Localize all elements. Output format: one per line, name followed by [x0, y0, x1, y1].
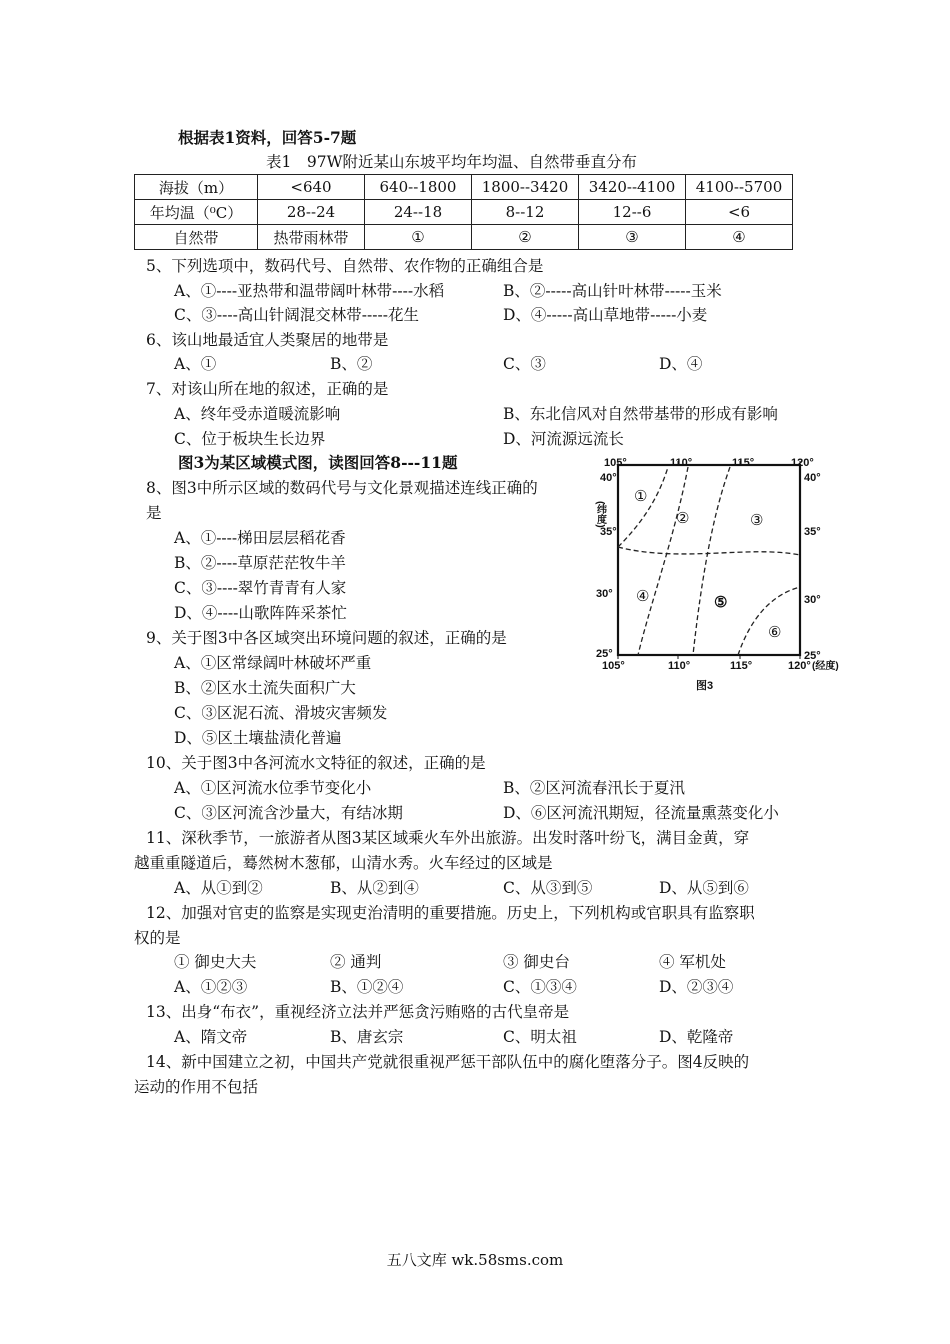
- q8-option-a: A、①----梯田层层稻花香: [174, 529, 346, 547]
- right-lat-label-25: 25°: [804, 650, 821, 662]
- question-13-stem: 13、出身“布衣”，重视经济立法并严惩贪污贿赂的古代皇帝是: [146, 1003, 570, 1021]
- table1: [134, 174, 793, 250]
- bottom-lon-label-105: 105°: [602, 660, 625, 672]
- table-cell: 12--6: [579, 200, 686, 225]
- q5-option-a: A、①----亚热带和温带阔叶林带----水稻: [174, 282, 445, 300]
- q5-option-d: D、④-----高山草地带-----小麦: [503, 306, 708, 324]
- region-label-4: ④: [636, 588, 650, 605]
- table-cell: ①: [365, 225, 472, 250]
- question-11-stem-line2: 越重重隧道后，蓦然树木葱郁，山清水秀。火车经过的区域是: [134, 854, 553, 872]
- q6-option-d: D、④: [659, 355, 703, 373]
- q12-option-a: A、①②③: [174, 978, 248, 996]
- q12-option-c: C、①③④: [503, 978, 577, 996]
- boundary-line: [738, 587, 800, 655]
- q12-item-4: ④ 军机处: [659, 953, 726, 971]
- q9-option-d: D、⑤区土壤盐渍化普遍: [174, 729, 342, 747]
- right-lat-label-35: 35°: [804, 526, 821, 538]
- footer-watermark: 五八文库 wk.58sms.com: [386, 1251, 564, 1269]
- table-cell: <6: [686, 200, 793, 225]
- q9-option-a: A、①区常绿阔叶林破坏严重: [174, 654, 372, 672]
- q6-option-a: A、①: [174, 355, 217, 373]
- table-cell: 1800--3420: [472, 175, 579, 200]
- q6-option-c: C、③: [503, 355, 546, 373]
- left-lat-label-30: 30°: [596, 588, 613, 600]
- question-12-stem-line1: 12、加强对官吏的监察是实现吏治清明的重要措施。历史上，下列机构或官职具有监察职: [146, 904, 755, 922]
- section-heading-1: 根据表1资料，回答5-7题: [178, 128, 357, 147]
- figure-3-caption: 图3: [696, 680, 714, 692]
- q5-option-b: B、②-----高山针叶林带-----玉米: [503, 282, 722, 300]
- q13-option-c: C、明太祖: [503, 1028, 577, 1046]
- table-row: [135, 200, 793, 225]
- top-lon-label-120: 120°: [791, 457, 814, 469]
- q11-option-d: D、从⑤到⑥: [659, 879, 749, 897]
- q13-option-d: D、乾隆帝: [659, 1028, 734, 1046]
- table-cell: 自然带: [135, 225, 258, 250]
- right-lat-label-30: 30°: [804, 594, 821, 606]
- question-7-stem: 7、对该山所在地的叙述，正确的是: [146, 380, 389, 398]
- q13-option-a: A、隋文帝: [174, 1028, 248, 1046]
- q12-item-3: ③ 御史台: [503, 953, 570, 971]
- q11-option-c: C、从③到⑤: [503, 879, 593, 897]
- boundary-line: [693, 467, 730, 655]
- right-lat-label-40: 40°: [804, 472, 821, 484]
- q13-option-b: B、唐玄宗: [330, 1028, 404, 1046]
- bottom-lon-label-110: 110°: [668, 660, 691, 672]
- question-14-stem-line2: 运动的作用不包括: [134, 1078, 259, 1096]
- region-label-6: ⑥: [768, 624, 782, 641]
- table-cell: 海拔（m）: [135, 175, 258, 200]
- question-5-stem: 5、下列选项中，数码代号、自然带、农作物的正确组合是: [146, 257, 544, 275]
- q9-option-b: B、②区水土流失面积广大: [174, 679, 356, 697]
- q7-option-a: A、终年受赤道暖流影响: [174, 405, 341, 423]
- q8-option-c: C、③----翠竹青青有人家: [174, 579, 347, 597]
- bottom-lon-label-120: 120°: [788, 660, 811, 672]
- q8-option-b: B、②----草原茫茫牧牛羊: [174, 554, 346, 572]
- lat-unit-label: (纬度): [594, 501, 606, 528]
- table-cell: 3420--4100: [579, 175, 686, 200]
- q10-option-b: B、②区河流春汛长于夏汛: [503, 779, 685, 797]
- region-label-3: ③: [750, 512, 764, 529]
- figure-3-map: [590, 455, 860, 695]
- region-label-1: ①: [634, 488, 648, 505]
- table-cell: ③: [579, 225, 686, 250]
- top-lon-label-110: 110°: [670, 457, 693, 469]
- question-9-stem: 9、关于图3中各区域突出环境问题的叙述，正确的是: [146, 629, 507, 647]
- question-6-stem: 6、该山地最适宜人类聚居的地带是: [146, 331, 389, 349]
- q10-option-c: C、③区河流含沙量大，有结冰期: [174, 804, 403, 822]
- bottom-lon-unit: (经度): [812, 661, 839, 672]
- table-cell: 24--18: [365, 200, 472, 225]
- region-label-2: ②: [676, 510, 690, 527]
- question-12-stem-line2: 权的是: [134, 929, 181, 947]
- q6-option-b: B、②: [330, 355, 373, 373]
- table-row: [135, 175, 793, 200]
- boundary-line: [618, 467, 668, 547]
- q11-option-b: B、从②到④: [330, 879, 419, 897]
- table1-caption: 表1 97W附近某山东坡平均年均温、自然带垂直分布: [266, 153, 638, 171]
- q7-option-d: D、河流源远流长: [503, 430, 624, 448]
- left-lat-label-25: 25°: [596, 648, 613, 660]
- table-cell: 年均温（⁰C）: [135, 200, 258, 225]
- q7-option-b: B、东北信风对自然带基带的形成有影响: [503, 405, 778, 423]
- region-label-5: ⑤: [714, 594, 728, 611]
- q11-option-a: A、从①到②: [174, 879, 263, 897]
- bottom-lon-label-115: 115°: [730, 660, 753, 672]
- question-10-stem: 10、关于图3中各河流水文特征的叙述，正确的是: [146, 754, 486, 772]
- table-cell: 热带雨林带: [258, 225, 365, 250]
- q10-option-d: D、⑥区河流汛期短，径流量熏蒸变化小: [503, 804, 779, 822]
- left-lat-label-40: 40°: [600, 472, 617, 484]
- top-lon-label-105: 105°: [604, 457, 627, 469]
- table-cell: 8--12: [472, 200, 579, 225]
- question-14-stem-line1: 14、新中国建立之初，中国共产党就很重视严惩干部队伍中的腐化堕落分子。图4反映的: [146, 1053, 750, 1071]
- top-lon-label-115: 115°: [732, 457, 755, 469]
- question-8-stem-line1: 8、图3中所示区域的数码代号与文化景观描述连线正确的: [146, 479, 538, 497]
- q12-option-b: B、①②④: [330, 978, 404, 996]
- table-cell: ④: [686, 225, 793, 250]
- table-cell: ②: [472, 225, 579, 250]
- q12-item-2: ② 通判: [330, 953, 382, 971]
- q7-option-c: C、位于板块生长边界: [174, 430, 326, 448]
- section-heading-2: 图3为某区域模式图，读图回答8---11题: [178, 453, 458, 472]
- left-lat-label-35: 35°: [600, 526, 617, 538]
- q10-option-a: A、①区河流水位季节变化小: [174, 779, 372, 797]
- q8-option-d: D、④----山歌阵阵采茶忙: [174, 604, 347, 622]
- q5-option-c: C、③----高山针阔混交林带-----花生: [174, 306, 419, 324]
- question-8-stem-line2: 是: [146, 504, 162, 522]
- question-11-stem-line1: 11、深秋季节，一旅游者从图3某区域乘火车外出旅游。出发时落叶纷飞，满目金黄，穿: [146, 829, 750, 847]
- table-cell: 28--24: [258, 200, 365, 225]
- q12-item-1: ① 御史大夫: [174, 953, 257, 971]
- table-row: [135, 225, 793, 250]
- table-cell: 640--1800: [365, 175, 472, 200]
- q9-option-c: C、③区泥石流、滑坡灾害频发: [174, 704, 388, 722]
- table-cell: 4100--5700: [686, 175, 793, 200]
- table-cell: <640: [258, 175, 365, 200]
- q12-option-d: D、②③④: [659, 978, 734, 996]
